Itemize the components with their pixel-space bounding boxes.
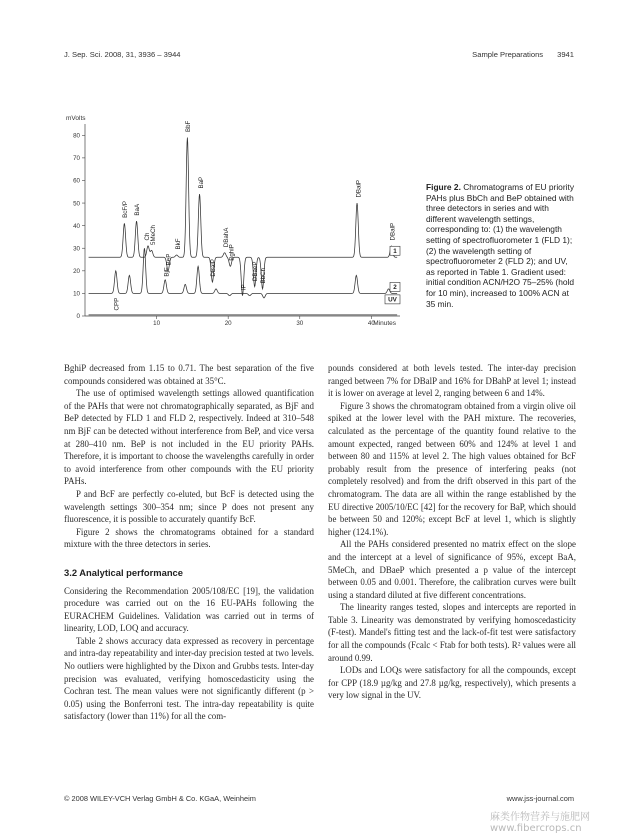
x-tick-label: 40 [367,320,375,327]
peak-label: DBaiP [355,179,363,198]
peak-label: BaP [197,176,205,189]
paragraph: All the PAHs considered presented no matrix effect on the slope and the intercept at a level of significance of 95%, except BaA, 5MeCh, and DBaeP which presented a p value of the intercept between 0.05 and 0.001. Therefore, the calibration curves were built using a standard diluted at five different concentrations. [328,539,576,600]
peak-label: BbCh [260,267,268,284]
caption-text: Chromatograms of EU priority PAHs plus BbCh and BeP obtained with three detectors in series and with different wavelength settings, corresponding to: (1) the wavelength setting of spectrofluorometer 1 (FLD 1); (2) the wavelength setting of spectrofluorometer 2 (FLD 2); and UV, as reported in Table 1. Gradient used: initial condition ACN/H2O 75–25% (hold for 10 min), increased to 100% ACN at 35 min. [426,182,575,309]
trace-label: 1 [393,248,397,256]
peak-label: Ch [144,232,152,241]
section-heading: 3.2 Analytical performance [64,566,183,578]
page-footer [64,794,574,806]
x-axis-label: Minutes [373,320,396,327]
peak-label: DBahA [222,227,230,248]
paragraph: Figure 2 shows the chromatograms obtained for a standard mixture with the three detectors in series. [64,526,314,550]
trace-labels [385,246,400,304]
journal-url: www.jss-journal.com [506,794,574,803]
copyright: © 2008 WILEY-VCH Verlag GmbH & Co. KGaA, Weinheim [64,794,256,803]
peak-label: BbF [184,120,192,133]
peak-label: BcF/P [121,201,129,218]
section-title: Sample Preparations [472,50,544,59]
trace-label: 2 [393,284,397,292]
y-tick-label: 40 [73,222,80,230]
figure-caption [426,182,576,309]
y-tick-label: 60 [73,177,80,185]
peak-label: BkF [174,238,182,250]
x-tick-label: 20 [224,320,232,327]
peak-labels [113,120,396,310]
peak-label: DBalP [389,222,397,241]
y-tick-label: 80 [73,132,80,140]
journal-citation: J. Sep. Sci. 2008, 31, 3936 – 3944 [64,50,181,59]
paragraph: P and BcF are perfectly co-eluted, but BcF is detected using the wavelength settings 300–354 nm; since P does not present any fluorescence, it is possible to accurately quantify BcF. [64,488,314,525]
x-ticks [153,316,375,327]
paragraph: pounds considered at both levels tested. The inter-day precision ranged between 7% for DBalP and 16% for DBahP at level 1; instead it is lower on average at level 2, ranging between 6 and 14%. [328,363,576,399]
y-tick-label: 10 [73,290,80,298]
peak-label: CPP [113,297,121,311]
y-tick-label: 50 [73,200,80,208]
watermark: 麻类作物营养与施肥网 www.fibercrops.cn [490,812,590,834]
section-and-page [458,50,574,59]
y-tick-label: 30 [73,245,80,253]
right-column [328,362,576,702]
paragraph: The linearity ranges tested, slopes and intercepts are reported in Table 3. Linearity was demonstrated by verifying homoscedasticity (F-test). Mandel's fitting test and the lack-of-fit test were satisfactory for all the compounds (Fcalc < Ftab for both tests). R² values were all around 0.99. [328,602,576,663]
chromatogram-figure [62,88,418,330]
y-tick-label: 70 [73,155,80,163]
peak-label: BaA [134,203,142,216]
peak-label: BghiP [228,244,236,261]
paragraph: Figure 3 shows the chromatogram obtained from a virgin olive oil spiked at the lower level with the PAH mixture. The recoveries, calculated as the percentage of the quantity found relative to the amount expected, ranged between 60% and 124% at level 1 and between 80 and 115% at level 2. The high values obtained for BcF probably result from the presence of interfering peaks (not completely resolved) and from the drift observed in this part of the chromatogram. The data are all within the range established by the EU directive 2005/10/EC [42] for the recovery for BaP, which should be between 50 and 120%; except BcF at level 1, which is slightly higher (124.1%). [328,400,576,537]
paragraph: Considering the Recommendation 2005/108/EC [19], the validation procedure was carried out on the 16 EU-PAHs following the EURACHEM Guidelines. Validation was carried out in terms of linearity, LOD, LOQ and accuracy. [64,585,314,634]
paragraph: The use of optimised wavelength settings allowed quantification of the PAHs that were not chromatographically separated, as BjF and BeP detected by FLD 1 and FLD 2, respectively. Indeed at 310–548 nm BjF can be detected without interference from BeP, and vice versa at 280–410 nm. BeP is not included in the EU priority PAHs. Therefore, it is important to choose the wavelengths carefully in order to avoid interference from other compounds with the EU priority PAHs. [64,388,314,487]
peak-label: BeP [165,253,173,266]
paragraph: LODs and LOQs were satisfactory for all the compounds, except for CPP (18.9 µg/kg and 27.8 µg/kg, respectively), which presents a very low signal in the UV. [328,665,576,701]
peak-label: BjF [163,267,171,277]
y-axis-label: mVolts [66,115,86,122]
peak-label: 5MeCh [149,225,157,245]
x-tick-label: 30 [296,320,304,327]
peak-label: DBaeP [252,261,260,282]
page-number: 3941 [557,50,574,59]
x-tick-label: 10 [153,320,161,327]
peak-label: IP [240,284,248,291]
left-column [64,362,314,723]
caption-label: Figure 2. [426,182,461,192]
y-tick-label: 20 [73,268,80,276]
trace-label: UV [388,296,397,304]
paragraph: BghiP decreased from 1.15 to 0.71. The best separation of the five compounds considered was obtained at 35°C. [64,363,314,386]
paragraph: Table 2 shows accuracy data expressed as recovery in percentage and intra-day repeatability and inter-day precision tested at two levels. No outliers were highlighted by the Dixon and Grubbs tests. Inter-day precision was evaluated, verifying homoscedasticity using the Cochran test. The mean values were not significantly different (p > 0.05) using the Bonferroni test. The intra-day repeatability is quite satisfactory (lower than 11%) for all the com- [64,635,314,722]
y-tick-label: 0 [76,313,80,321]
running-head [64,50,574,64]
y-ticks [73,132,85,320]
peak-label: DBalP [209,259,217,277]
